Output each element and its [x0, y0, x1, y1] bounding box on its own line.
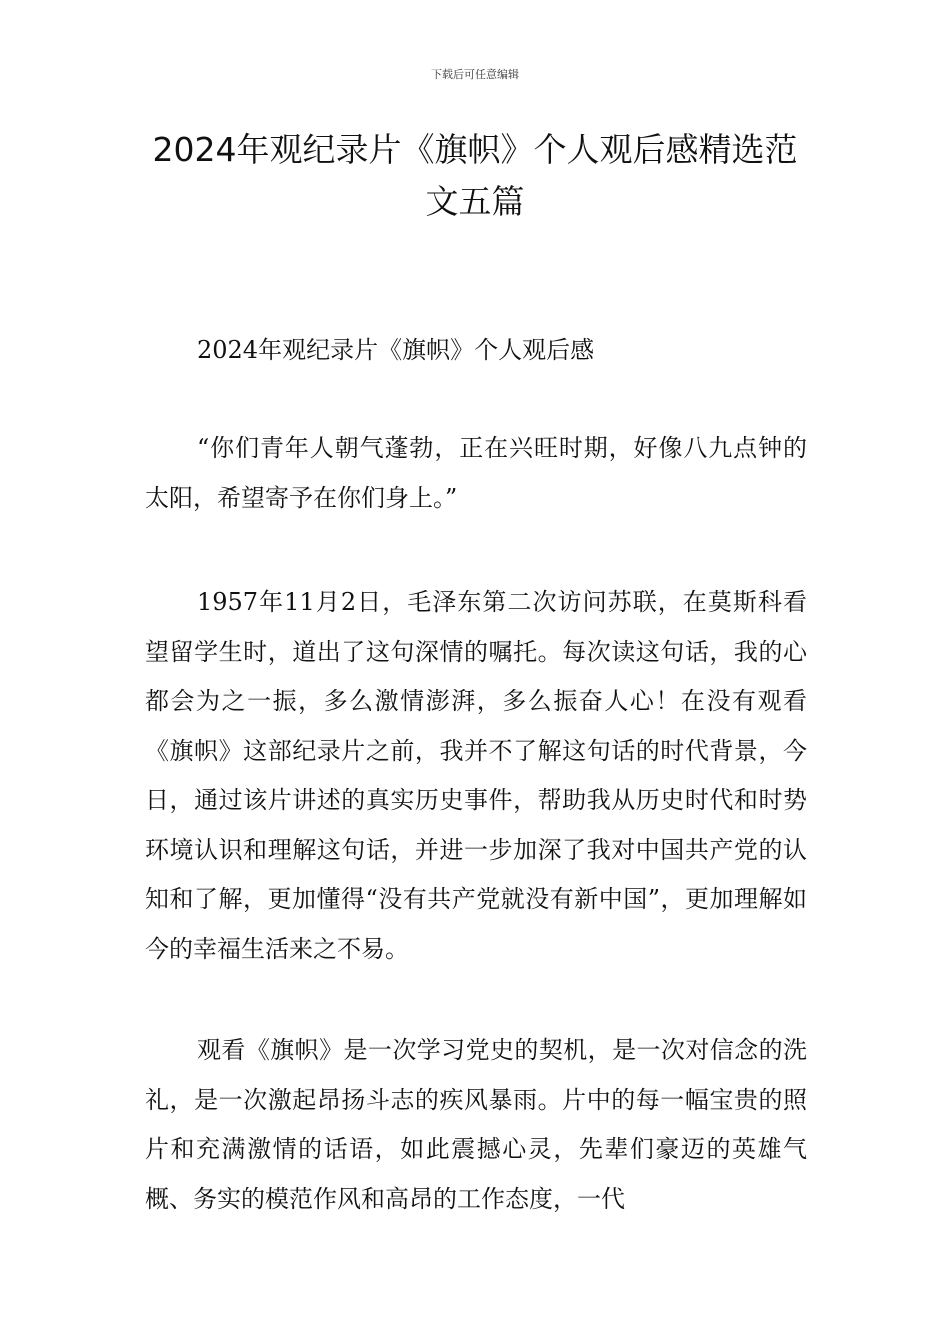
article-subtitle: 2024年观纪录片《旗帜》个人观后感 [197, 336, 595, 364]
paragraph-quote: “你们青年人朝气蓬勃，正在兴旺时期，好像八九点钟的太阳，希望寄予在你们身上。” [145, 434, 807, 512]
paragraph-background: 1957年11月2日，毛泽东第二次访问苏联，在莫斯科看望留学生时，道出了这句深情的嘱托。每次读这句话，我的心都会为之一振，多么激情澎湃，多么振奋人心！在没有观看《旗帜》这部纪录片之前，我并不了解这句话的时代背景，今日，通过该片讲述的真实历史事件，帮助我从历史时代和时势环境认识和理解这句话，并进一步加深了我对中国共产党的认知和了解，更加懂得“没有共产党就没有新中国”，更加理解如今的幸福生活来之不易。 [145, 588, 807, 963]
document-title: 2024年观纪录片《旗帜》个人观后感精选范文五篇 [152, 130, 798, 221]
document-body [145, 0, 807, 1344]
paragraph-reflection: 观看《旗帜》是一次学习党史的契机，是一次对信念的洗礼，是一次激起昂扬斗志的疾风暴雨。片中的每一幅宝贵的照片和充满激情的话语，如此震撼心灵，先辈们豪迈的英雄气概、务实的模范作风和高昂的工作态度，一代 [145, 1036, 807, 1213]
header-note: 下载后可任意编辑 [431, 68, 519, 81]
